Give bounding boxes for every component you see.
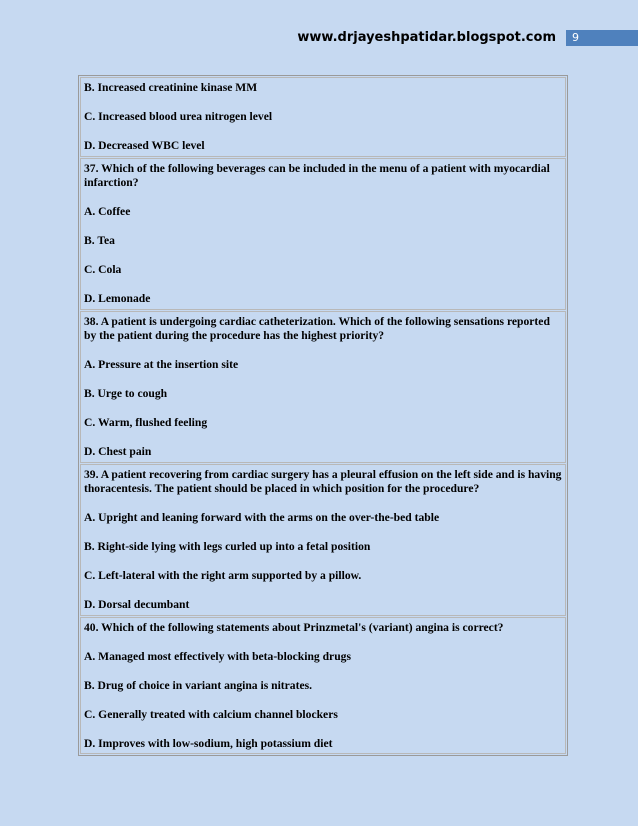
option-c: C. Left-lateral with the right arm supported by a pillow. [84, 569, 362, 582]
option-d: D. Dorsal decumbant [84, 598, 190, 611]
option-b: B. Urge to cough [84, 387, 168, 400]
option-c: C. Cola [84, 263, 122, 276]
question-cell-38 [80, 311, 566, 463]
option-d: D. Decreased WBC level [84, 139, 205, 152]
option-a: A. Managed most effectively with beta-blocking drugs [84, 649, 351, 663]
site-url[interactable]: www.drjayeshpatidar.blogspot.com [297, 30, 556, 45]
question-text: 40. Which of the following statements about Prinzmetal's (variant) angina is correct? [84, 620, 504, 634]
question-cell-36-continued [80, 77, 566, 157]
option-d: D. Lemonade [84, 292, 151, 305]
page-number: 9 [566, 30, 638, 46]
option-b: B. Tea [84, 234, 115, 247]
question-cell-39 [80, 464, 566, 616]
option-b: B. Increased creatinine kinase MM [84, 81, 258, 94]
option-b: B. Drug of choice in variant angina is nitrates. [84, 678, 313, 692]
option-a: A. Upright and leaning forward with the arms on the over-the-bed table [84, 511, 440, 524]
option-c: C. Increased blood urea nitrogen level [84, 110, 273, 123]
page-header [0, 0, 638, 60]
option-d: D. Chest pain [84, 445, 152, 458]
option-d: D. Improves with low-sodium, high potassium diet [84, 736, 333, 750]
option-c: C. Warm, flushed feeling [84, 416, 208, 429]
questions-table [78, 75, 568, 756]
option-a: A. Coffee [84, 205, 131, 218]
question-text: 38. A patient is undergoing cardiac catheterization. Which of the following sensations reported by the patient during the procedure has the highest priority? [84, 314, 550, 342]
option-b: B. Right-side lying with legs curled up into a fetal position [84, 540, 371, 553]
question-cell-40 [80, 617, 566, 755]
option-c: C. Generally treated with calcium channel blockers [84, 707, 338, 721]
question-text: 39. A patient recovering from cardiac surgery has a pleural effusion on the left side and is having thoracentesis. The patient should be placed in which position for the procedure? [84, 467, 562, 495]
question-text: 37. Which of the following beverages can be included in the menu of a patient with myocardial infarction? [84, 161, 550, 189]
question-cell-37 [80, 158, 566, 310]
option-a: A. Pressure at the insertion site [84, 358, 239, 371]
